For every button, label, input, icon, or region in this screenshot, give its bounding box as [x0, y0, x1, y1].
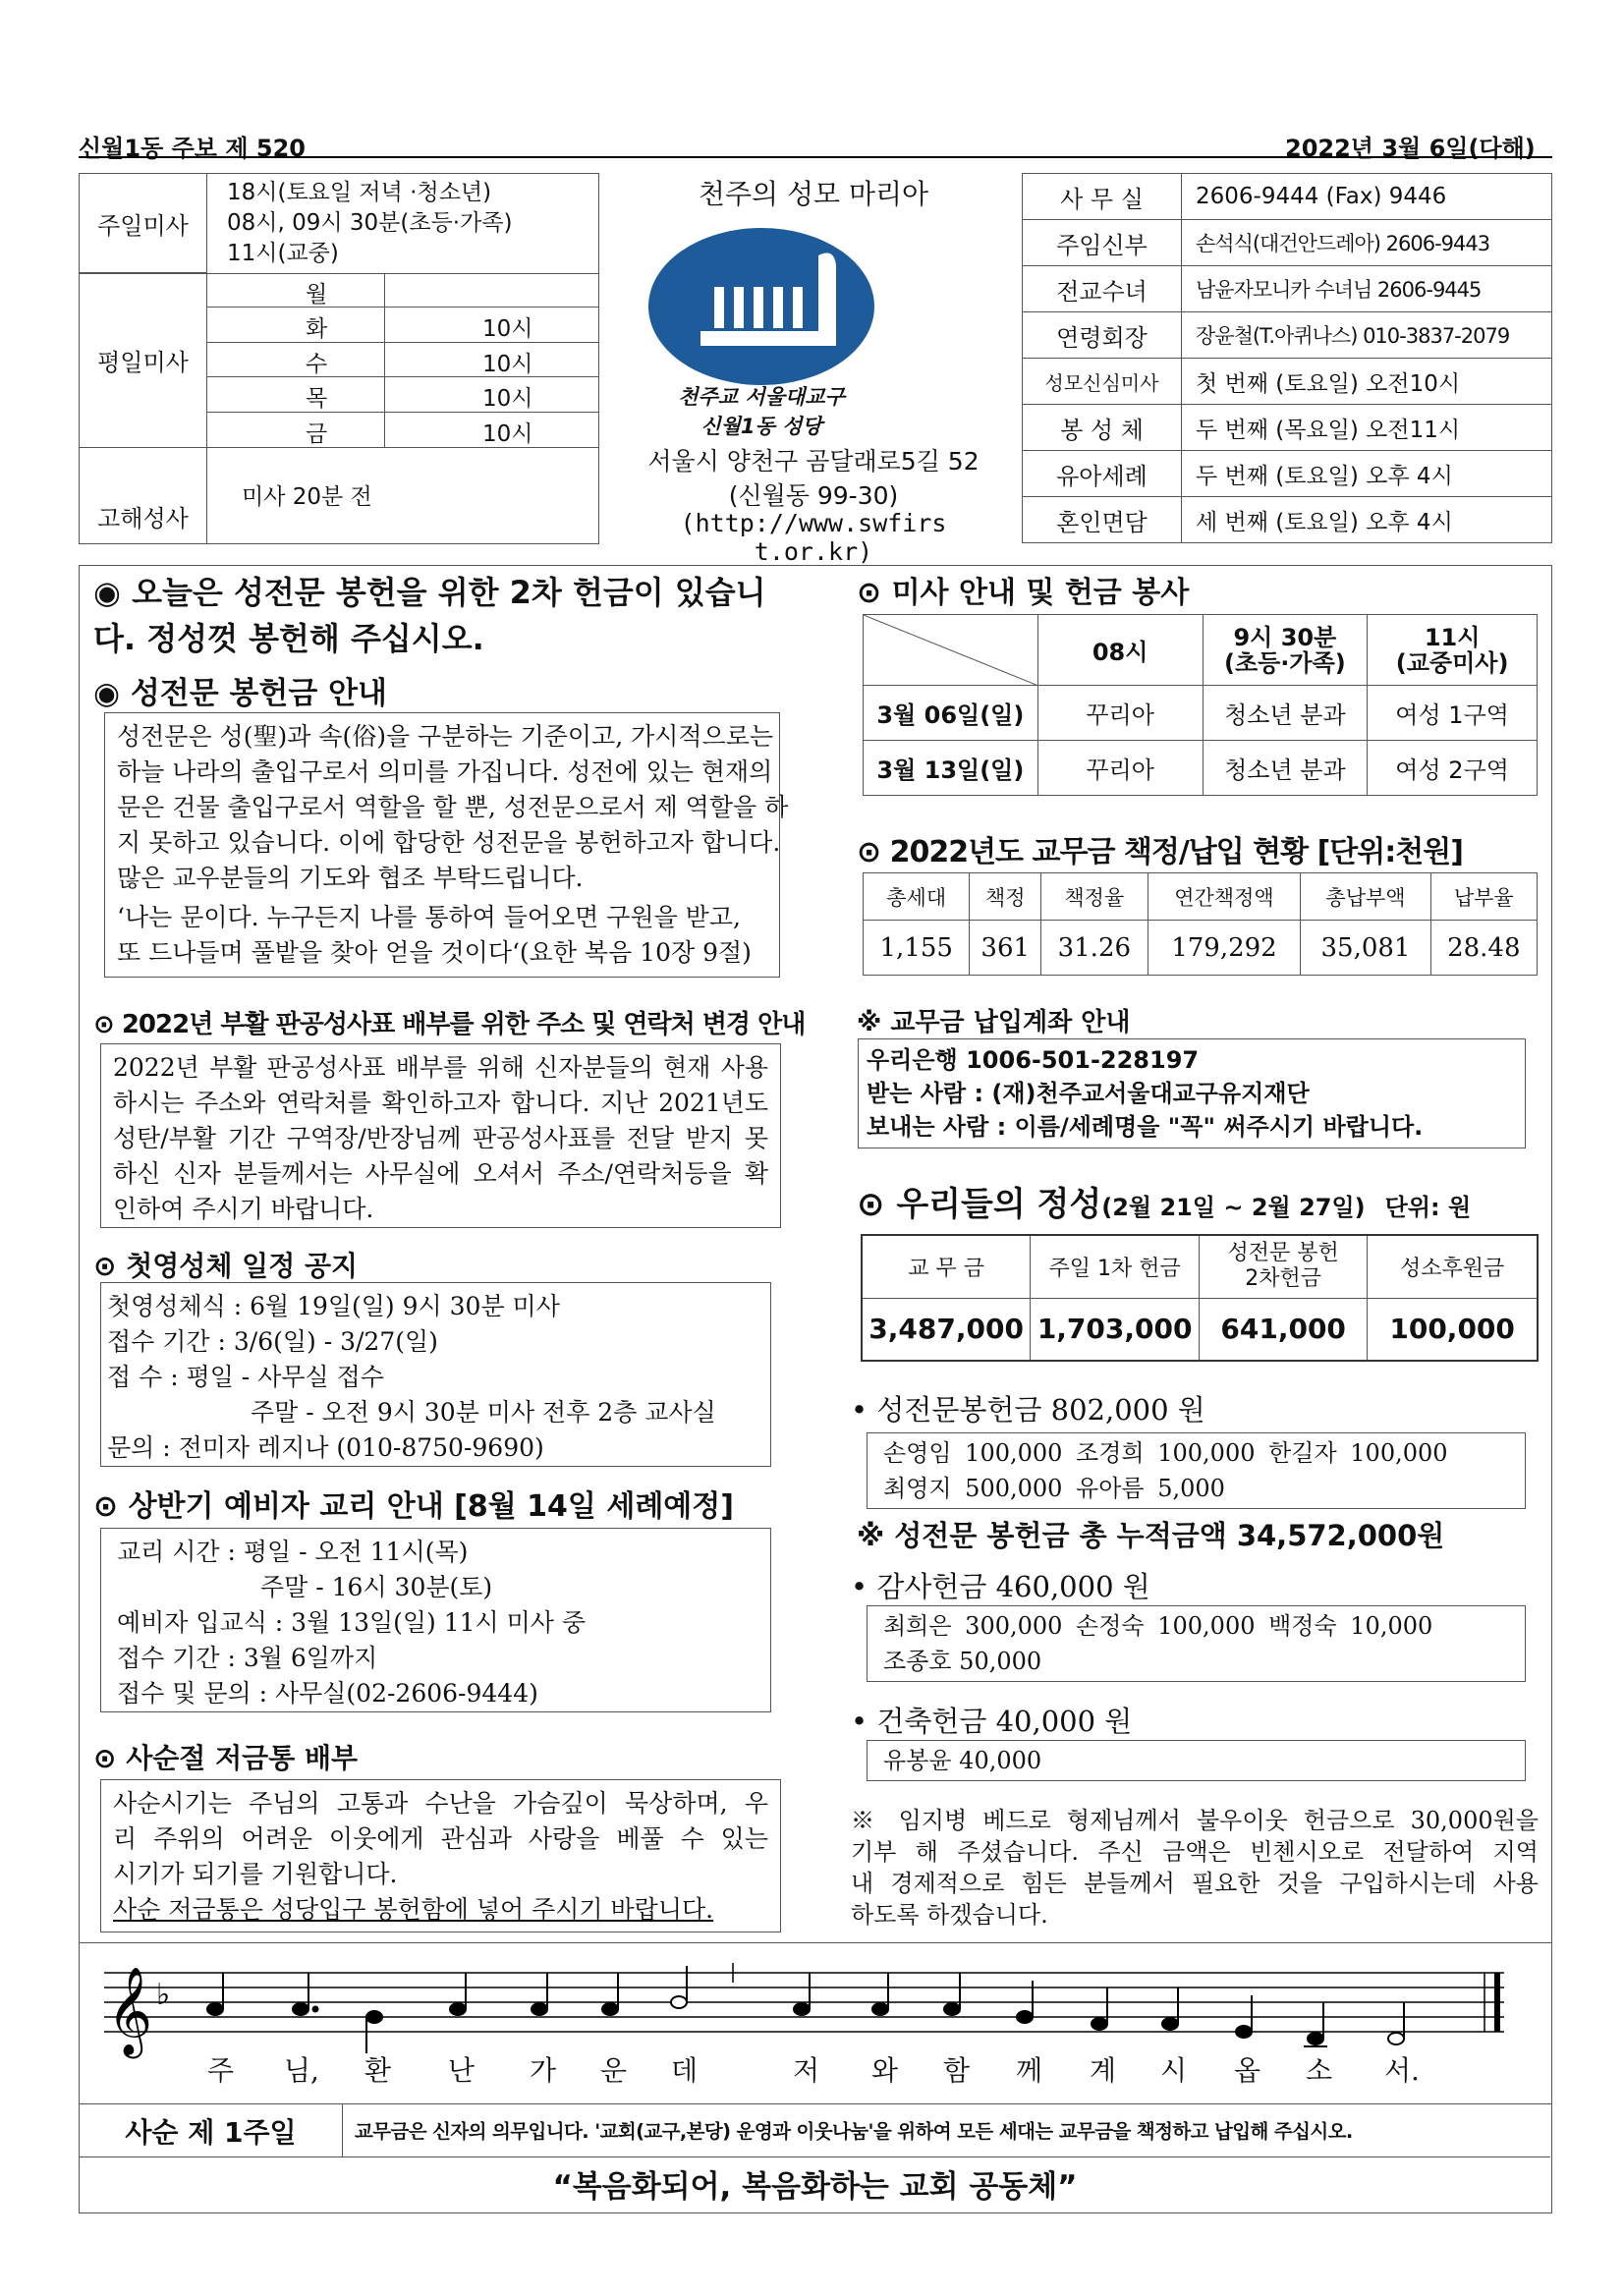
building-fund-title: • 건축헌금 40,000 원 [851, 1705, 1133, 1738]
mass-service-table: 08시 9시 30분 (초등·가족) 11시 (교중미사) 3월 06일(일) 꾸리아 청소년 분과 여성 1구역 3월 13일(일) 꾸리아 청소년 분과 여성 2구역 [863, 614, 1538, 796]
dues-notice: 교무금은 신자의 의무입니다. '교회(교구,본당) 운영과 이웃나눔'을 위하여 모든 세대는 교무금을 책정하고 납입해 주십시오. [355, 2120, 1353, 2143]
door-fund-section-title: ◉ 성전문 봉헌금 안내 [93, 676, 387, 711]
weekday-row: 금 10시 [207, 413, 598, 447]
contact-row: 성모신심미사 첫 번째 (토요일) 오전10시 [1023, 359, 1551, 405]
table-row: 1,155 361 31.26 179,292 35,081 28.48 [864, 921, 1538, 976]
contact-row: 유아세례 두 번째 (토요일) 오후 4시 [1023, 451, 1551, 497]
issue-number: 신월1동 주보 제 520 [79, 135, 306, 162]
table-corner [864, 615, 1038, 686]
contact-row: 사 무 실 2606-9444 (Fax) 9446 [1023, 174, 1551, 220]
contact-row: 전교수녀 남윤자모니카 수녀님 2606-9445 [1023, 266, 1551, 312]
contact-row: 혼인면담 세 번째 (토요일) 오후 4시 [1023, 497, 1551, 542]
liturgical-week: 사순 제 1주일 [80, 2104, 343, 2157]
first-communion-section-title: ⊙ 첫영성체 일정 공지 [93, 1250, 359, 1282]
issue-date: 2022년 3월 6일(다해) [1285, 135, 1536, 162]
door-fund-donors: 손영임 100,000 조경희 100,000 한길자 100,000 최영지 500,000 유아름 5,000 [867, 1432, 1526, 1509]
footer [79, 2103, 1552, 2213]
logo-text-line-1: 천주교 서울대교구 [678, 385, 845, 409]
parish-motto: “복음화되어, 복음화하는 교회 공동체” [552, 2169, 1078, 2205]
church-dues-table: 총세대 책정 책정율 연간책정액 총납부액 납부율 1,155 361 31.26 179,292 35,081 28.48 [863, 872, 1538, 976]
catechumen-section-title: ⊙ 상반기 예비자 교리 안내 [8월 14일 세례예정] [93, 1489, 734, 1524]
weekday-list [207, 273, 598, 447]
weekday-row: 수 10시 [207, 343, 598, 377]
table-row: 3,487,000 1,703,000 641,000 100,000 [862, 1298, 1538, 1361]
weekday-row: 화 10시 [207, 308, 598, 342]
hymn-lyrics: 주 님, 환 난 가 운 데 저 와 함 께 계 시 옵 소 서. [207, 2054, 1420, 2087]
thanks-offering-title: • 감사헌금 460,000 원 [851, 1570, 1150, 1603]
hymn-section [79, 1943, 1552, 2103]
weekday-row: 월 [207, 273, 598, 308]
confession-time: 미사 20분 전 [242, 484, 372, 510]
weekday-mass-label: 평일미사 [80, 273, 207, 447]
table-row: 3월 06일(일) 꾸리아 청소년 분과 여성 1구역 [864, 686, 1538, 741]
parish-website-link[interactable]: (http://www.swfirs t.or.kr) [680, 509, 947, 566]
patron-name: 천주의 성모 마리아 [698, 178, 929, 210]
headline-line-1: ◉ 오늘은 성전문 봉헌을 위한 2차 헌금이 있습니 [93, 574, 766, 611]
thanks-offering-donors: 최희은 300,000 손정숙 100,000 백정숙 10,000 조종호 50,000 [867, 1605, 1526, 1682]
contacts-table [1022, 173, 1552, 543]
table-row: 3월 13일(일) 꾸리아 청소년 분과 여성 2구역 [864, 741, 1538, 796]
confession-label: 고해성사 [80, 447, 207, 543]
account-section-title: ※ 교무금 납입계좌 안내 [857, 1008, 1131, 1037]
contact-row: 봉 성 체 두 번째 (목요일) 오전11시 [1023, 405, 1551, 451]
lent-savings-section-title: ⊙ 사순절 저금통 배부 [93, 1742, 359, 1774]
church-dues-section-title: ⊙ 2022년도 교무금 책정/납입 현황 [단위:천원] [857, 835, 1463, 869]
door-fund-notice: 성전문은 성(聖)과 속(俗)을 구분하는 기준이고, 가시적으로는 하늘 나라의 출입구로서 의미를 가집니다. 성전에 있는 현재의 문은 건물 출입구로서 역할을 할 뿐, 성전문으로서 제 역할을 하 지 못하고 있습니다. 이에 합당한 성전문을 봉헌하고자 합니다. 많은 교우분들의 기도와 협조 부탁드립니다. ‘나는 문이다. 누구든지 나를 통하여 들어오면 구원을 받고, 또 드나들며 풀밭을 찾아 얻을 것이다‘(요한 복음 10장 9절) [104, 712, 780, 978]
easter-confession-section-title: ⊙ 2022년 부활 판공성사표 배부를 위한 주소 및 연락처 변경 안내 [93, 1010, 806, 1039]
charity-note: ※ 임지병 베드로 형제님께서 불우이웃 헌금으로 30,000원을 기부 해 주셨습니다. 주신 금액은 빈첸시오로 전달하여 지역 내 경제적으로 힘든 분들께서 필요한 것을 구입하시는데 사용 하도록 하겠습니다. [851, 1807, 1539, 1929]
building-fund-donors: 유봉윤 40,000 [867, 1740, 1526, 1781]
mass-service-section-title: ⊙ 미사 안내 및 헌금 봉사 [857, 576, 1190, 610]
contact-row: 주임신부 손석식(대건안드레아) 2606-9443 [1023, 220, 1551, 266]
catechumen-notice: 교리 시간 : 평일 - 오전 11시(목) 주말 - 16시 30분(토) 예비자 입교식 : 3월 13일(일) 11시 미사 중 접수 기간 : 3월 6일까지 접수 및 문의 : 사무실(02-2606-9444) [100, 1528, 771, 1712]
sunday-mass-label: 주일미사 [80, 174, 207, 273]
headline-line-2: 다. 정성껏 봉헌해 주십시오. [93, 620, 484, 657]
lent-savings-notice: 사순시기는 주님의 고통과 수난을 가슴깊이 묵상하며, 우 리 주위의 어려운 이웃에게 관심과 사랑을 베풀 수 있는 시기가 되기를 기원합니다. 사순 저금통은 성당입구 봉헌함에 넣어 주시기 바랍니다. [100, 1779, 781, 1932]
mass-schedule-table [79, 173, 599, 544]
offerings-section-title: ⊙ 우리들의 정성(2월 21일 ~ 2월 27일) 단위: 원 [857, 1185, 1472, 1224]
contact-row: 연령회장 장윤철(T.아퀴나스) 010-3837-2079 [1023, 312, 1551, 359]
weekday-row: 목 10시 [207, 377, 598, 412]
account-info: 우리은행 1006-501-228197 받는 사람 : (재)천주교서울대교구유지재단 보내는 사람 : 이름/세례명을 "꼭" 써주시기 바랍니다. [858, 1038, 1526, 1148]
parish-old-address: (신월동 99-30) [728, 481, 899, 510]
door-fund-donations-title: • 성전문봉헌금 802,000 원 [851, 1393, 1205, 1427]
svg-text:𝄞: 𝄞 [107, 1967, 153, 2055]
sunday-mass-times: 18시(토요일 저녁 ·청소년) 08시, 09시 30분(초등·가족) 11시(교중) [227, 180, 513, 266]
first-communion-notice: 첫영성체식 : 6월 19일(일) 9시 30분 미사 접수 기간 : 3/6(일) - 3/27(일) 접 수 : 평일 - 사무실 접수 주말 - 오전 9시 30분 미사 전후 2층 교사실 문의 : 전미자 레지나 (010-8750-9690) [100, 1282, 771, 1467]
offerings-table: 교 무 금 주일 1차 헌금 성전문 봉헌 2차헌금 성소후원금 3,487,000 1,703,000 641,000 100,000 [861, 1234, 1539, 1362]
door-fund-total: ※ 성전문 봉헌금 총 누적금액 34,572,000원 [857, 1519, 1445, 1552]
svg-text:♭: ♭ [156, 1978, 171, 2012]
logo-text-line-2: 신월1동 성당 [700, 415, 822, 438]
parish-address: 서울시 양천구 곰달래로5길 52 [647, 447, 980, 476]
header-rule [79, 156, 1552, 158]
easter-confession-notice: 2022년 부활 판공성사표 배부를 위해 신자분들의 현재 사용 하시는 주소와 연락처를 확인하고자 합니다. 지난 2021년도 성탄/부활 기간 구역장/반장님께 판공성사표를 전달 받지 못 하신 신자 분들께서는 사무실에 오셔서 주소/연락처등을 확 인하여 주시기 바랍니다. [100, 1043, 781, 1228]
